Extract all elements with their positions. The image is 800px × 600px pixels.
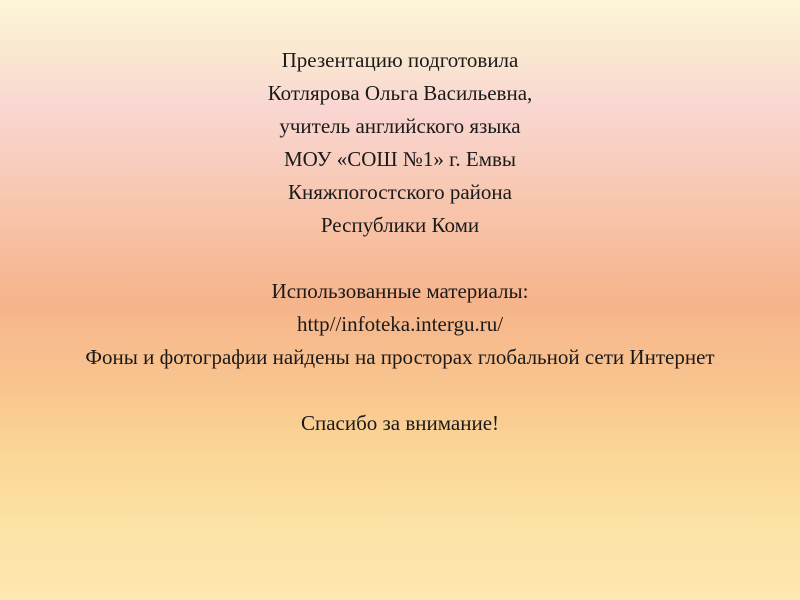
author-line-1: Презентацию подготовила <box>281 48 519 72</box>
author-school: МОУ «СОШ №1» г. Емвы <box>283 147 517 171</box>
spacer <box>40 242 760 275</box>
thanks-text: Спасибо за внимание! <box>300 411 500 435</box>
materials-note: Фоны и фотографии найдены на просторах глобальной сети Интернет <box>85 345 715 369</box>
spacer <box>40 374 760 407</box>
author-republic: Республики Коми <box>320 213 480 237</box>
slide-text-body <box>40 44 760 440</box>
materials-heading: Использованные материалы: <box>271 279 529 303</box>
materials-link: http//infoteka.intergu.ru/ <box>296 312 504 336</box>
author-district: Княжпогостского района <box>288 180 512 204</box>
author-position: учитель английского языка <box>279 114 521 138</box>
author-name: Котлярова Ольга Васильевна, <box>267 81 533 105</box>
